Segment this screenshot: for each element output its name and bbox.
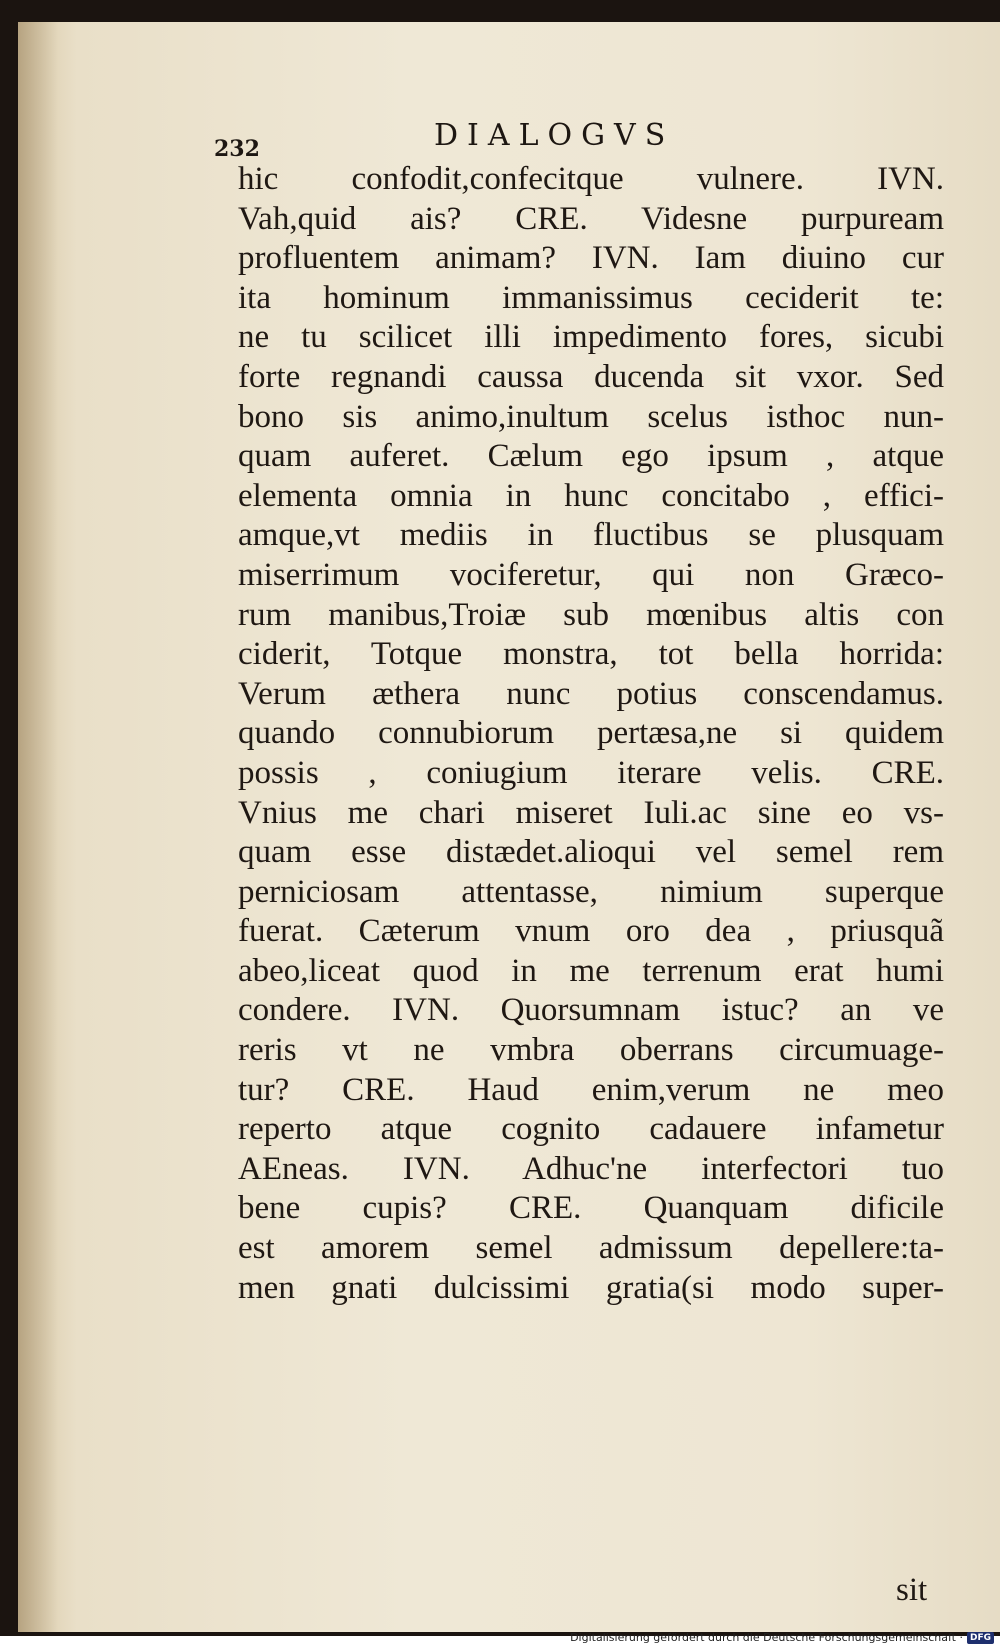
dfg-logo: DFG	[967, 1632, 994, 1644]
text-line: condere. IVN. Quorsumnam istuc? an ve	[238, 992, 944, 1029]
text-line: tur? CRE. Haud enim,verum ne meo	[238, 1071, 944, 1108]
catchword: sit	[896, 1572, 928, 1608]
text-line: fuerat. Cæterum vnum oro dea , priusquã	[238, 913, 944, 950]
text-line: quam esse distædet.alioqui vel semel rem	[238, 834, 944, 871]
text-line: hic confodit,confecitque vulnere. IVN.	[238, 161, 944, 197]
text-line: ne tu scilicet illi impedimento fores, sicubi	[238, 319, 944, 356]
text-line: abeo,liceat quod in me terrenum erat humi	[238, 952, 944, 989]
text-line: ciderit, Totque monstra, tot bella horrida:	[238, 636, 944, 673]
text-line: quam auferet. Cælum ego ipsum , atque	[238, 438, 944, 475]
text-line: est amorem semel admissum depellere:ta-	[238, 1230, 944, 1267]
text-line: ita hominum immanissimus ceciderit te:	[238, 279, 944, 316]
text-line: possis , coniugium iterare velis. CRE.	[238, 754, 944, 791]
text-line: reris vt ne vmbra oberrans circumuage-	[238, 1032, 944, 1069]
gutter-shadow	[18, 22, 58, 1632]
text-line: forte regnandi caussa ducenda sit vxor. Sed	[238, 358, 944, 395]
text-line: bene cupis? CRE. Quanquam dificile	[238, 1190, 944, 1227]
text-line: miserrimum vociferetur, qui non Græco-	[238, 556, 944, 593]
text-line: Vah,quid ais? CRE. Videsne purpuream	[238, 200, 944, 237]
text-line: rum manibus,Troiæ sub mœnibus altis con	[238, 596, 944, 633]
text-line: bono sis animo,inultum scelus isthoc nun-	[238, 398, 944, 435]
text-line: men gnati dulcissimi gratia(si modo super-	[238, 1269, 944, 1306]
page-header	[214, 112, 914, 162]
footer-text: Digitalisierung gefördert durch die Deutsche Forschungsgemeinschaft ·	[570, 1631, 963, 1644]
text-block	[238, 160, 944, 1308]
text-line: amque,vt mediis in fluctibus se plusquam	[238, 517, 944, 554]
page-number: 232	[214, 136, 260, 162]
text-line: elementa omnia in hunc concitabo , effici-	[238, 477, 944, 514]
text-line: quando connubiorum pertæsa,ne si quidem	[238, 715, 944, 752]
text-line: Vnius me chari miseret Iuli.ac sine eo vs-	[238, 794, 944, 831]
running-head: DIALOGVS	[434, 118, 675, 153]
text-line: Verum æthera nunc potius conscendamus.	[238, 675, 944, 712]
text-line: AEneas. IVN. Adhuc'ne interfectori tuo	[238, 1150, 944, 1187]
text-line: perniciosam attentasse, nimium superque	[238, 873, 944, 910]
footer-credit	[570, 1631, 994, 1644]
text-line: profluentem animam? IVN. Iam diuino cur	[238, 240, 944, 277]
text-line: reperto atque cognito cadauere infametur	[238, 1111, 944, 1148]
